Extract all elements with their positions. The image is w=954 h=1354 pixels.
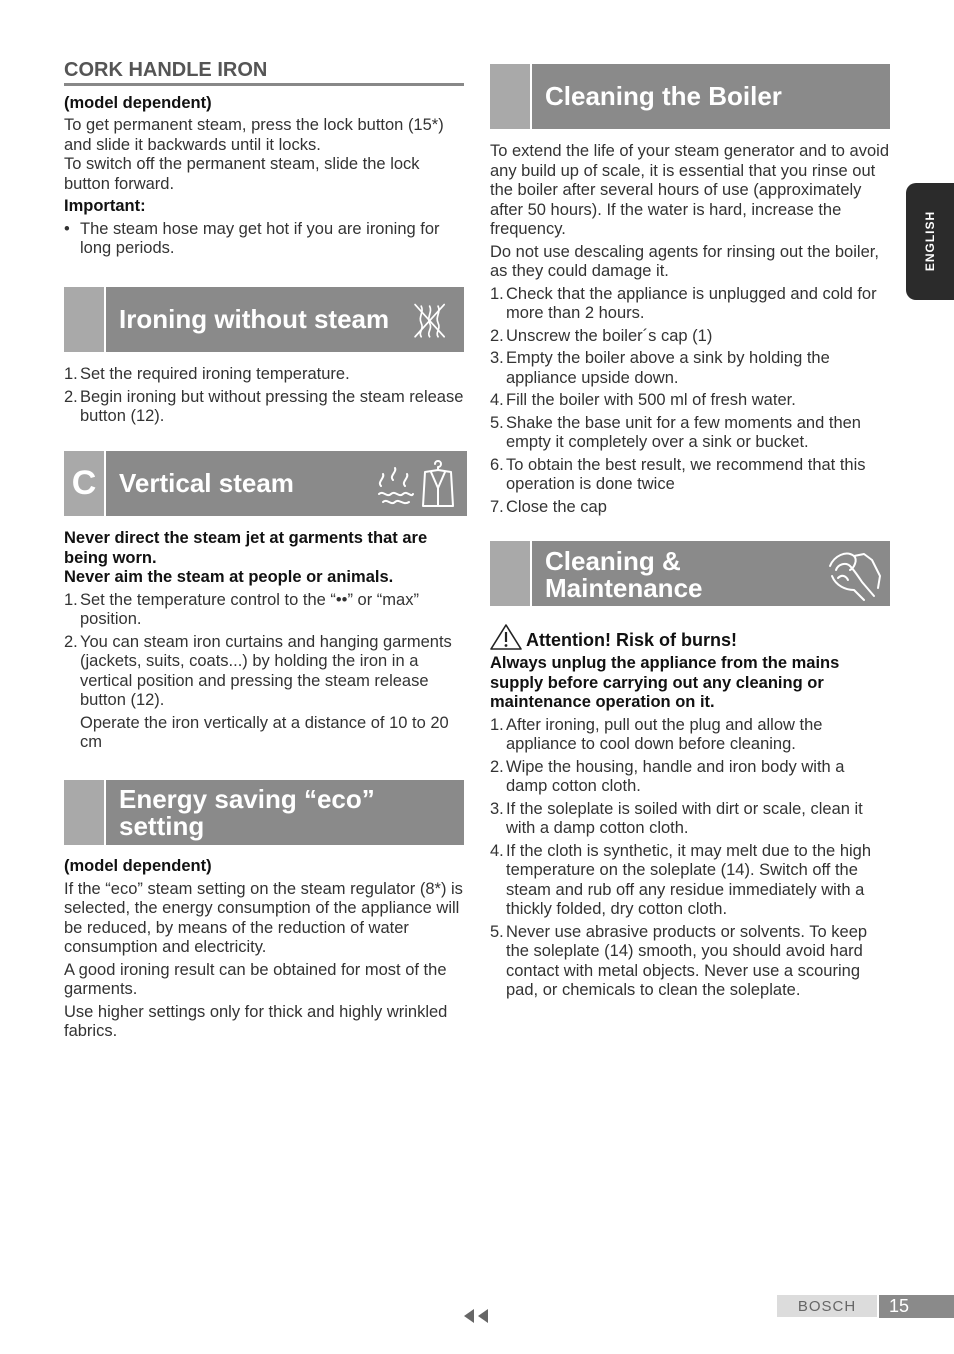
eco-model-note: (model dependent) <box>64 857 212 875</box>
list-item: 3. Empty the boiler above a sink by holding the appliance upside down. <box>490 349 830 387</box>
cork-paragraph-1: To get permanent steam, press the lock button (15*) and slide it backwards until it locks. <box>64 116 444 154</box>
eco-setting-title: Energy saving “eco” setting <box>119 783 375 841</box>
list-item: 1. Check that the appliance is unplugged and cold for more than 2 hours. <box>490 284 877 322</box>
eco-paragraph-2: A good ironing result can be obtained for most of the garments. <box>64 960 447 998</box>
list-item: 1. Set the temperature control to the “••” or “max” position. <box>64 590 419 628</box>
list-item: 4. Fill the boiler with 500 ml of fresh water. <box>490 391 796 409</box>
double-arrow-left-icon <box>462 1308 492 1324</box>
no-steam-icon <box>412 292 458 347</box>
page-number: 15 <box>879 1295 954 1318</box>
cleaning-maintenance-title: Cleaning & Maintenance <box>545 545 703 603</box>
list-item: 1. Set the required ironing temperature. <box>64 365 350 383</box>
list-item: 1. After ironing, pull out the plug and allow the appliance to cool down before cleaning. <box>490 715 823 753</box>
eco-paragraph-1: If the “eco” steam setting on the steam regulator (8*) is selected, the energy consumption of the appliance will be reduced, by means of the reduction of water consumption and electricity. <box>64 879 463 956</box>
cleaning-maintenance-banner <box>490 541 890 606</box>
list-item: 2. Unscrew the boiler´s cap (1) <box>490 326 713 345</box>
attention-label: Attention! Risk of burns! <box>526 629 737 650</box>
hand-wiping-icon <box>824 546 884 601</box>
cork-paragraph-2: To switch off the permanent steam, slide the lock button forward. <box>64 155 420 193</box>
boiler-paragraph-1: To extend the life of your steam generator and to avoid any build up of scale, it is essential that you rinse out the boiler after several hours of use (approximately after 50 hours). If the water is hard, increase the frequency. <box>490 142 889 238</box>
vertical-steam-section <box>64 529 464 756</box>
language-tab <box>906 183 954 300</box>
list-item: 2. Wipe the housing, handle and iron body with a damp cotton cloth. <box>490 757 845 795</box>
banner-tab-letter: C <box>64 451 106 516</box>
vertical-step-2-extra: Operate the iron vertically at a distance of 10 to 20 cm <box>80 713 449 751</box>
unplug-warning: Always unplug the appliance from the mains supply before carrying out any cleaning or maintenance operation on it. <box>490 654 840 711</box>
banner-tab <box>490 64 532 129</box>
list-item: 3. If the soleplate is soiled with dirt or scale, clean it with a damp cotton cloth. <box>490 799 863 837</box>
list-item: • The steam hose may get hot if you are ironing for long periods. <box>64 219 440 257</box>
language-label: ENGLISH <box>923 210 937 272</box>
vertical-warning-1: Never direct the steam jet at garments that are being worn. <box>64 529 428 567</box>
eco-setting-section <box>64 857 464 1045</box>
vertical-warning-2: Never aim the steam at people or animals. <box>64 568 394 586</box>
list-item: 5. Never use abrasive products or solvents. To keep the soleplate (14) smooth, you should avoid hard contact with metal objects. Never use a scouring pad, or chemicals to clean the soleplate. <box>490 922 868 999</box>
cleaning-boiler-banner <box>490 64 890 129</box>
ironing-without-steam-title: Ironing without steam <box>119 304 390 334</box>
list-item: 4. If the cloth is synthetic, it may melt due to the high temperature on the soleplate (14). Switch off the steam and rub off any residue immediately with a thickly folded, dry cotton cloth. <box>490 841 872 918</box>
attention-heading <box>490 624 890 650</box>
cleaning-boiler-section <box>490 142 890 520</box>
banner-tab <box>64 287 106 352</box>
ironing-without-steam-banner <box>64 287 464 352</box>
cork-model-note: (model dependent) <box>64 93 212 112</box>
vertical-steam-banner <box>64 451 467 516</box>
vertical-steam-title: Vertical steam <box>119 468 294 498</box>
list-item: 2. Begin ironing but without pressing the steam release button (12). <box>64 387 464 425</box>
warning-triangle-icon <box>490 624 522 650</box>
cork-bullet-list <box>64 220 464 259</box>
brand-label: BOSCH <box>777 1295 877 1317</box>
banner-tab <box>64 780 106 845</box>
eco-setting-banner <box>64 780 464 845</box>
boiler-paragraph-2: Do not use descaling agents for rinsing out the boiler, as they could damage it. <box>490 242 879 280</box>
ironing-without-steam-steps <box>64 365 464 430</box>
list-item: 7. Close the cap <box>490 497 607 516</box>
banner-tab <box>490 541 532 606</box>
cleaning-boiler-title: Cleaning the Boiler <box>545 81 782 111</box>
vertical-steam-garment-icon <box>375 456 459 511</box>
eco-paragraph-3: Use higher settings only for thick and highly wrinkled fabrics. <box>64 1002 448 1040</box>
list-item: 6. To obtain the best result, we recommend that this operation is done twice <box>490 455 866 493</box>
list-item: 5. Shake the base unit for a few moments and then empty it completely over a sink or bucket. <box>490 413 861 451</box>
cork-handle-section <box>64 61 464 262</box>
list-item: 2. You can steam iron curtains and hanging garments (jackets, suits, coats...) by holding the iron in a vertical position and pressing the steam release button (12). Operate the iron vertically at a distance of 10 to 20 cm <box>64 633 464 753</box>
cork-handle-title: CORK HANDLE IRON <box>64 61 464 86</box>
cleaning-maintenance-section <box>490 624 890 1004</box>
cork-important-label: Important: <box>64 197 146 215</box>
